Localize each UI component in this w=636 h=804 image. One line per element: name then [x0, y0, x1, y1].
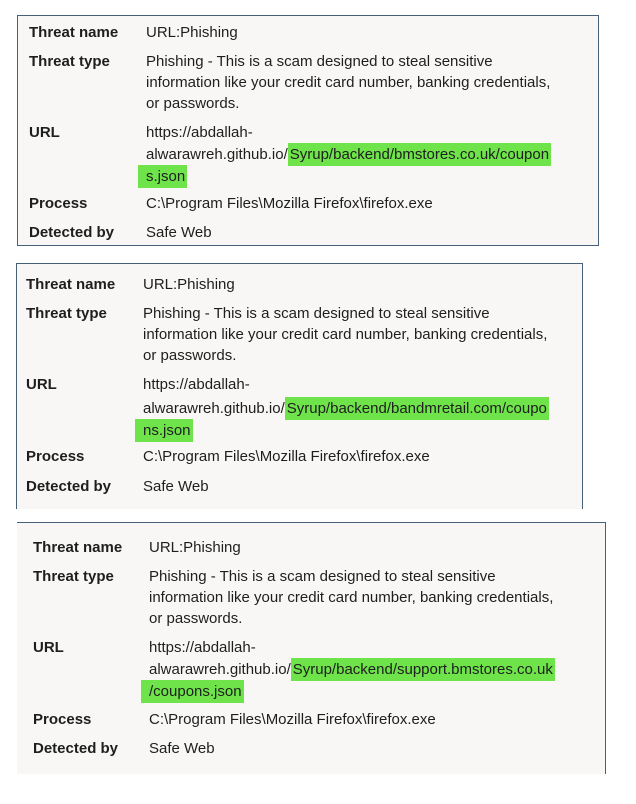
- threat-name-value: URL:Phishing: [146, 24, 238, 41]
- threat-name-label: Threat name: [29, 24, 119, 41]
- url-plain-part: alwarawreh.github.io/: [143, 400, 285, 417]
- detected-by-label: Detected by: [33, 740, 119, 757]
- url-plain-part: alwarawreh.github.io/: [149, 661, 291, 678]
- threat-type-label: Threat type: [26, 305, 107, 322]
- url-label: URL: [29, 124, 60, 141]
- process-value: C:\Program Files\Mozilla Firefox\firefox.exe: [146, 195, 433, 212]
- url-highlighted-part: Syrup/backend/support.bmstores.co.uk: [291, 658, 555, 681]
- threat-type-label: Threat type: [29, 53, 110, 70]
- threat-type-line-1: Phishing - This is a scam designed to steal sensitive: [143, 305, 490, 322]
- url-label: URL: [33, 639, 64, 656]
- process-value: C:\Program Files\Mozilla Firefox\firefox.exe: [143, 448, 430, 465]
- url-line-3: [135, 420, 193, 441]
- threat-name-label: Threat name: [33, 539, 123, 556]
- detected-by-value: Safe Web: [146, 224, 212, 241]
- threat-type-line-3: or passwords.: [143, 347, 237, 364]
- process-label: Process: [29, 195, 88, 212]
- threat-name-label: Threat name: [26, 276, 116, 293]
- threat-type-line-1: Phishing - This is a scam designed to steal sensitive: [146, 53, 493, 70]
- threat-details-panel-1: [17, 15, 599, 246]
- threat-type-line-2: information like your credit card number, banking credentials,: [146, 74, 551, 91]
- detected-by-label: Detected by: [29, 224, 115, 241]
- url-highlighted-part: Syrup/backend/bmstores.co.uk/coupon: [288, 143, 551, 166]
- threat-details-panel-3: [17, 522, 606, 774]
- url-highlighted-part: /coupons.json: [141, 680, 244, 703]
- url-highlighted-part: s.json: [138, 165, 187, 188]
- process-label: Process: [33, 711, 92, 728]
- detected-by-value: Safe Web: [149, 740, 215, 757]
- threat-type-line-2: information like your credit card number, banking credentials,: [149, 589, 554, 606]
- threat-details-panel-2: [16, 263, 583, 509]
- url-line-2: [149, 659, 555, 680]
- url-line-2: [146, 144, 551, 165]
- threat-type-line-2: information like your credit card number, banking credentials,: [143, 326, 548, 343]
- threat-type-label: Threat type: [33, 568, 114, 585]
- url-label: URL: [26, 376, 57, 393]
- threat-type-line-1: Phishing - This is a scam designed to steal sensitive: [149, 568, 496, 585]
- process-value: C:\Program Files\Mozilla Firefox\firefox.exe: [149, 711, 436, 728]
- threat-type-line-3: or passwords.: [149, 610, 243, 627]
- url-line-2: [143, 398, 549, 419]
- url-plain-part: alwarawreh.github.io/: [146, 146, 288, 163]
- url-line-1: https://abdallah-: [149, 639, 256, 656]
- url-line-1: https://abdallah-: [143, 376, 250, 393]
- url-highlighted-part: ns.json: [135, 419, 193, 442]
- threat-name-value: URL:Phishing: [143, 276, 235, 293]
- process-label: Process: [26, 448, 85, 465]
- threat-type-line-3: or passwords.: [146, 95, 240, 112]
- url-line-3: [141, 681, 244, 702]
- url-highlighted-part: Syrup/backend/bandmretail.com/coupo: [285, 397, 549, 420]
- threat-name-value: URL:Phishing: [149, 539, 241, 556]
- detected-by-value: Safe Web: [143, 478, 209, 495]
- url-line-3: [138, 166, 187, 187]
- detected-by-label: Detected by: [26, 478, 112, 495]
- url-line-1: https://abdallah-: [146, 124, 253, 141]
